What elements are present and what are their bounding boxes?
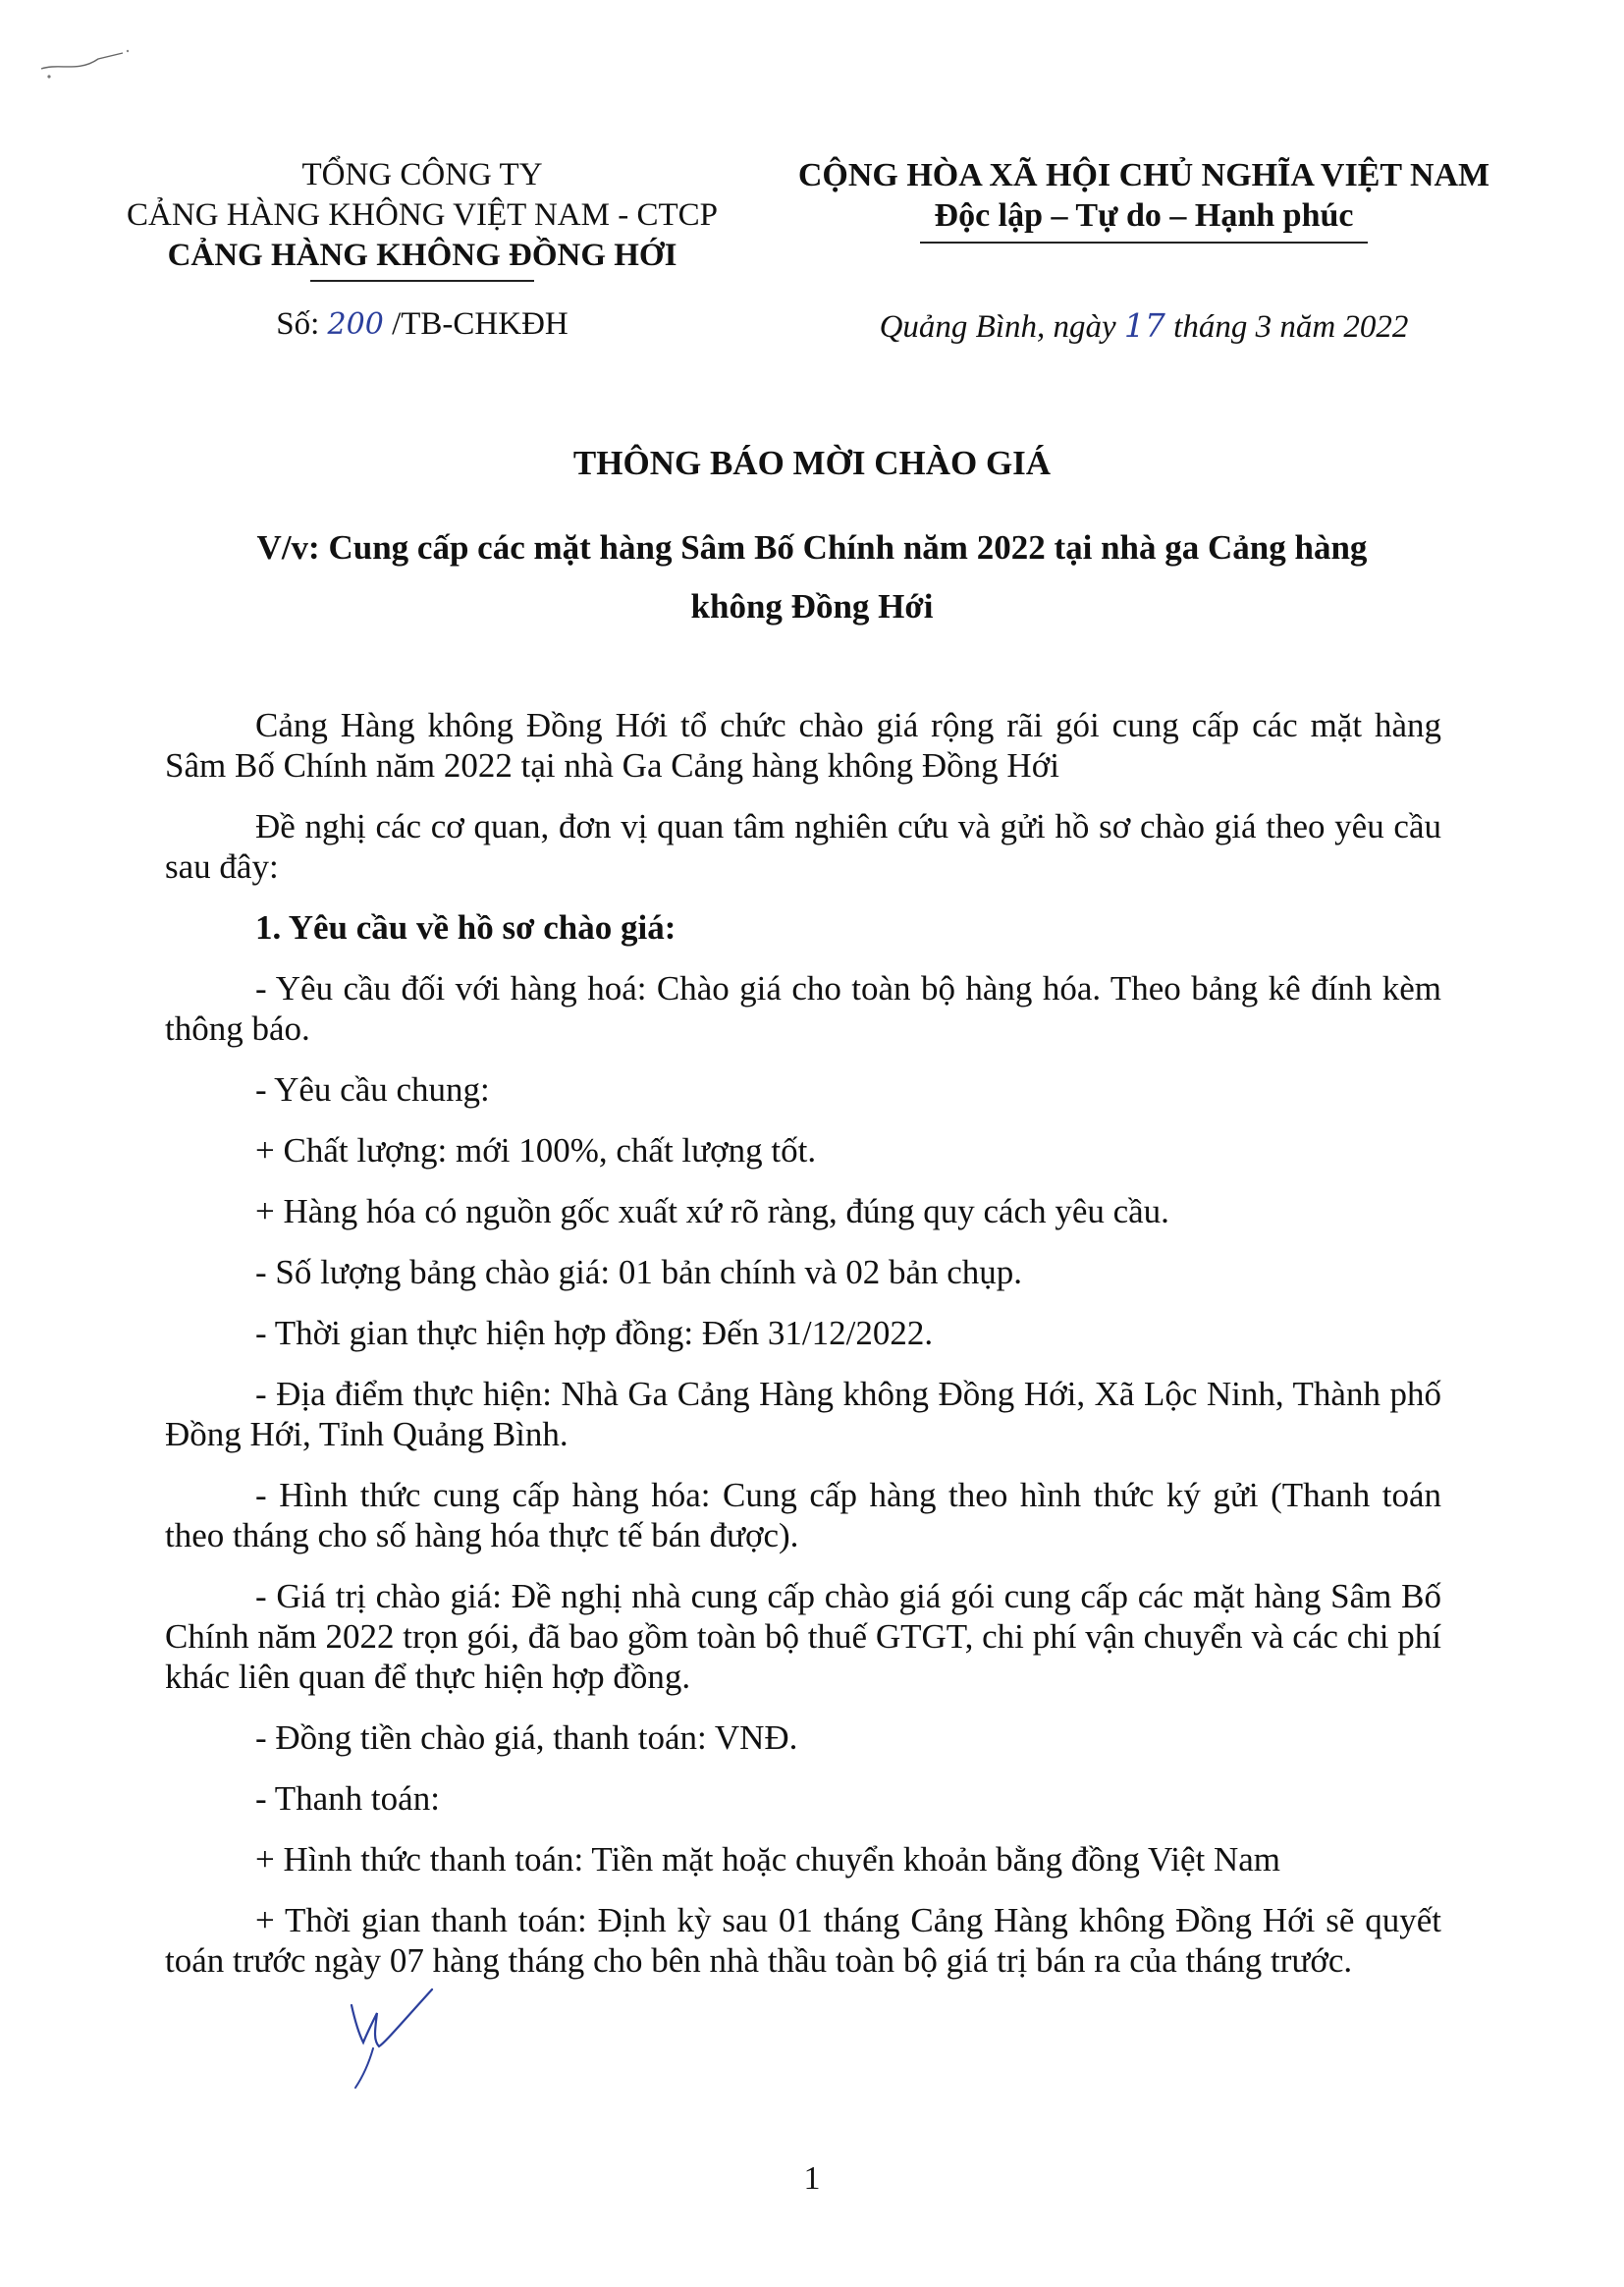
date-suffix: tháng 3 năm 2022 bbox=[1164, 309, 1409, 345]
document-number bbox=[108, 306, 736, 343]
date-prefix: Quảng Bình, ngày bbox=[879, 309, 1124, 345]
nation-motto: Độc lập – Tự do – Hạnh phúc bbox=[934, 197, 1354, 234]
handwritten-doc-number: 200 bbox=[327, 307, 384, 342]
org-underline bbox=[310, 280, 534, 282]
paragraph-payment: - Thanh toán: bbox=[255, 1779, 440, 1818]
paragraph-quote-value: - Giá trị chào giá: Đề nghị nhà cung cấp chào giá gói cung cấp các mặt hàng Sâm Bố Chính năm 2022 trọn gói, đã bao gồm toàn bộ thuế GTGT, chi phí vận chuyển và các chi phí khác liên quan để thực hiện hợp đồng. bbox=[165, 1577, 1441, 1696]
handwritten-initial bbox=[334, 1984, 442, 2092]
document-title: THÔNG BÁO MỜI CHÀO GIÁ bbox=[572, 444, 1052, 482]
issuing-organization bbox=[108, 155, 736, 282]
place-date-line bbox=[776, 306, 1512, 346]
paragraph-goods-requirement: - Yêu cầu đối với hàng hoá: Chào giá cho toàn bộ hàng hóa. Theo bảng kê đính kèm thông báo. bbox=[165, 969, 1441, 1048]
doc-number-prefix: Số: bbox=[276, 306, 328, 342]
motto-underline bbox=[920, 242, 1368, 244]
org-line-1: TỔNG CÔNG TY bbox=[301, 157, 543, 192]
paragraph-origin: + Hàng hóa có nguồn gốc xuất xứ rõ ràng, đúng quy cách yêu cầu. bbox=[255, 1192, 1169, 1230]
paragraph-quality: + Chất lượng: mới 100%, chất lượng tốt. bbox=[255, 1131, 817, 1170]
paragraph-intro: Cảng Hàng không Đồng Hới tổ chức chào giá rộng rãi gói cung cấp các mặt hàng Sâm Bố Chính năm 2022 tại nhà Ga Cảng hàng không Đồng Hới bbox=[165, 706, 1441, 785]
paragraph-contract-time: - Thời gian thực hiện hợp đồng: Đến 31/12/2022. bbox=[255, 1314, 934, 1352]
nation-line-1: CỘNG HÒA XÃ HỘI CHỦ NGHĨA VIỆT NAM bbox=[797, 157, 1490, 193]
paragraph-request: Đề nghị các cơ quan, đơn vị quan tâm nghiên cứu và gửi hồ sơ chào giá theo yêu cầu sau đây: bbox=[165, 807, 1441, 886]
subject-line-2: không Đồng Hới bbox=[690, 587, 934, 626]
page-number: 1 bbox=[803, 2160, 821, 2197]
national-heading bbox=[776, 155, 1512, 244]
paragraph-general-requirement: - Yêu cầu chung: bbox=[255, 1070, 490, 1109]
paragraph-quote-copies: - Số lượng bảng chào giá: 01 bản chính và 02 bản chụp. bbox=[255, 1253, 1023, 1291]
document-body bbox=[165, 705, 1441, 1981]
paragraph-currency: - Đồng tiền chào giá, thanh toán: VNĐ. bbox=[255, 1718, 798, 1757]
scan-artifact-mark bbox=[29, 39, 137, 88]
paragraph-supply-method: - Hình thức cung cấp hàng hóa: Cung cấp hàng theo hình thức ký gửi (Thanh toán theo tháng cho số hàng hóa thực tế bán được). bbox=[165, 1476, 1441, 1554]
doc-number-suffix: /TB-CHKĐH bbox=[383, 306, 568, 342]
handwritten-day: 17 bbox=[1123, 306, 1165, 345]
paragraph-payment-method: + Hình thức thanh toán: Tiền mặt hoặc chuyển khoản bằng đồng Việt Nam bbox=[255, 1840, 1280, 1879]
paragraph-location: - Địa điểm thực hiện: Nhà Ga Cảng Hàng không Đồng Hới, Xã Lộc Ninh, Thành phố Đồng Hới, Tỉnh Quảng Bình. bbox=[165, 1375, 1441, 1453]
subject-line-1: V/v: Cung cấp các mặt hàng Sâm Bố Chính năm 2022 tại nhà ga Cảng hàng bbox=[256, 528, 1368, 567]
paragraph-payment-time: + Thời gian thanh toán: Định kỳ sau 01 tháng Cảng Hàng không Đồng Hới sẽ quyết toán trước ngày 07 hàng tháng cho bên nhà thầu toàn bộ giá trị bán ra của tháng trước. bbox=[165, 1901, 1441, 1980]
org-line-3: CẢNG HÀNG KHÔNG ĐỒNG HỚI bbox=[167, 238, 677, 273]
document-subject bbox=[157, 518, 1467, 636]
org-line-2: CẢNG HÀNG KHÔNG VIỆT NAM - CTCP bbox=[127, 197, 718, 233]
section-heading-requirements: 1. Yêu cầu về hồ sơ chào giá: bbox=[255, 908, 677, 947]
